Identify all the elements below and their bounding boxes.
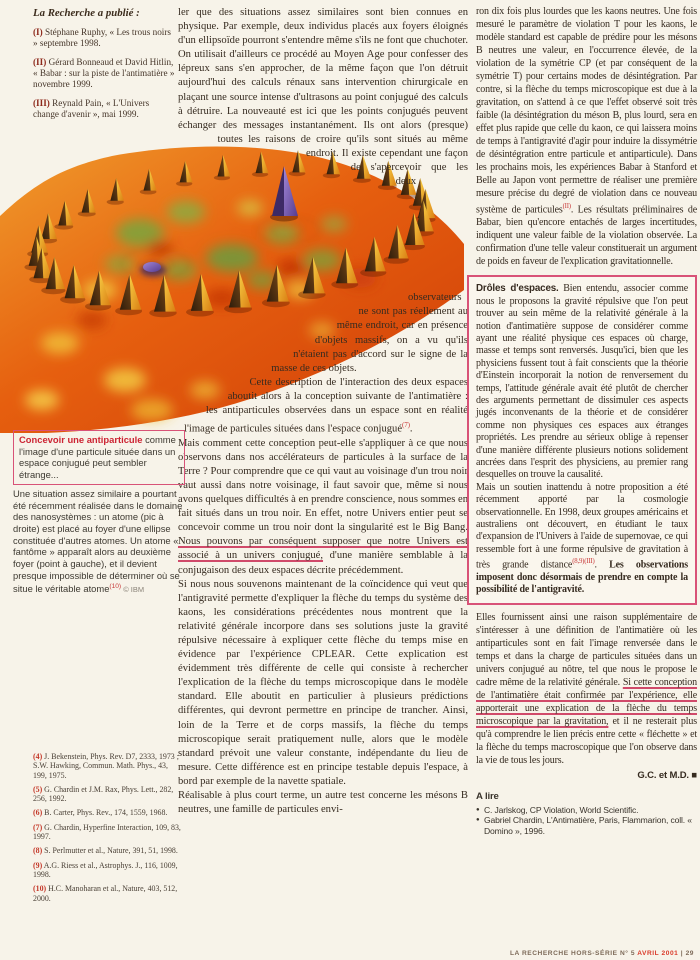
caption-credit: © IBM — [121, 585, 145, 595]
footnote-text: A.G. Riess et al., Astrophys. J., 116, 1009, 1998. — [33, 860, 178, 879]
footnote-text: G. Chardin, Hyperfine Interaction, 109, 83, 1997. — [33, 822, 181, 842]
body-paragraph — [476, 5, 697, 268]
paragraph-text: d'une manière semblable à la conjugaison des deux espaces décrite précédemment. — [178, 550, 468, 576]
caption-lead: Concevoir une antiparticule — [19, 434, 143, 445]
figure-caption — [13, 430, 185, 596]
body-paragraph — [178, 578, 468, 789]
further-reading-heading: A lire — [476, 790, 499, 802]
footnote-text: S. Perlmutter et al., Nature, 391, 51, 1998. — [42, 846, 178, 856]
body-paragraph — [476, 611, 697, 767]
footnote — [33, 884, 181, 903]
body-paragraph — [178, 789, 468, 817]
reading-item: ● Gabriel Chardin, L'Antimatière, Paris, Flammarion, coll. « Domino », 1996. — [476, 815, 697, 837]
paragraph-text: Mais comment cette conception peut-elle s'appliquer à ce que nous observons dans nos accélérateurs de particules à la surface de la Terre ? Pour comprendre que ce qui vaut au voisinage d'un trou noir vaut aussi dans notre voisinage, il faut savoir que, même si nous avons quelques difficultés à en prendre conscience, nous sommes en fait situés dans un trou noir. En effet, notre Univers entier peut se concevoir comme un trou noir dont la singularité est le Big Bang. — [178, 437, 468, 534]
right-column — [476, 5, 697, 837]
footnote-marker: (7) — [33, 822, 43, 832]
paragraph-text: . — [594, 559, 610, 571]
paragraph-text: ler que des situations assez similaires sont bien connues en physique. Par exemple, deux individus placés aux foyers éloignés d'un ellipsoïde pourront s'entendre même s'ils ne font que chuchoter. On utilisait d'ailleurs ce procédé au Moyen Age pour confesser des lépreux sans s'en approcher, de la même façon que l'on détruit aujourd'hui des calculs rénaux sans intervention chirurgicale en plaçant une source intense d'ultrasons au point conjugué des calculs à détruire. La nouveauté est ici que les points conjugués peuvent échanger des messages instantanément. Ils ont alors (presque) toutes les raisons de croire qu'ils sont situés au même endroit. Il existe cependant une façon de s'apercevoir que les deux observateurs ne sont pas réellement au même endroit, car en présence d'objets massifs, on a vu qu'ils n'étaient pas d'accord sur le signe de la masse de ces objets. — [178, 7, 468, 374]
footnote-marker: (4) — [33, 752, 43, 761]
inline-ref: (8,9)(III) — [572, 558, 595, 566]
footnote — [33, 861, 181, 880]
inline-ref: (II) — [562, 203, 571, 210]
box-heading: Drôles d'espaces. — [476, 283, 559, 295]
inline-ref: (7) — [402, 421, 410, 430]
caption-text: Une situation assez similaire a pourtant été récemment réalisée dans le domaine des nanosystèmes : un atome (pic à droite) est placé au foyer d'une ellipse constituée d'autres atomes. Un atome « fantôme » apparaît alors au deuxième foyer (point à gauche), et il devient presque impossible de déterminer où se situe le véritable atome — [13, 487, 183, 595]
published-heading: La Recherche a publié : — [33, 7, 140, 19]
footnote — [33, 823, 181, 842]
author-initials: G.C. et M.D. ■ — [637, 769, 697, 781]
droles-despaces-box — [467, 275, 697, 604]
footnote-marker: (10) — [33, 884, 47, 894]
bold-passage: Les observations imposent donc désormais de prendre en compte la possibilité de l'antigravité. — [476, 559, 688, 596]
reading-item: ● C. Jarlskog, CP Violation, World Scientific. — [476, 805, 697, 816]
underlined-passage: Si cette conception de l'antimatière était confirmée par l'expérience, elle apporterait une explication de la flèche du temps microscopique par la gravitation, — [476, 676, 698, 727]
footnote — [33, 785, 181, 804]
footnote-marker: (8) — [33, 846, 43, 856]
paragraph-text: Cette description de l'interaction des deux espaces aboutit alors à la conception suivante de l'antimatière : les antiparticules observées dans un espace sont en réalité l'image de particules situées dans l'espace conjugué — [184, 376, 468, 435]
paragraph-text: Mais un soutien inattendu à notre proposition a été récemment apporté par la cosmologie observationnelle. En 1998, deux groupes américains et australiens ont découvert, en étudiant le taux d'expansion de l'Univers à l'aide de supernovae, ce qui ressemble fort à une forme répulsive de gravitation à très grande distance — [476, 481, 688, 571]
page-number: | 29 — [678, 950, 694, 957]
further-reading — [476, 792, 697, 837]
footnote-marker: (6) — [33, 808, 43, 818]
footnote-text: J. Bekenstein, Phys. Rev. D7, 2333, 1973 ; S.W. Hawking, Commun. Math. Phys., 43, 199, 1975. — [33, 752, 179, 780]
reference-text: Reynald Pain, « L'Univers change d'avenir », mai 1999. — [33, 98, 150, 119]
paragraph-text: Réalisable à plus court terme, un autre test concerne les mésons B neutres, une famille de particules envi- — [178, 790, 468, 816]
footnotes — [33, 752, 181, 908]
paragraph-text: Bien entendu, associer comme nous le proposons la gravité répulsive que l'on peut trouver au sein même de la relativité générale à la notion d'antimatière suppose de considérer comme ayant une réalité physique ces espaces où charge, masse et temps sont renversés. Jusqu'ici, bien que les physiciens fussent tout à fait conscients que la théorie d'Einstein incorporait la notion de renversement du temps, l'attitude générale avait été plutôt de chercher des arguments permettant de dissimuler ces aspects jugés inconvenants de la théorie et de considérer comme non physiques ces espaces aux étranges propriétés. Les prendre au sérieux oblige à repenser d'une manière différente plusieurs notions solidement ancrées dans l'esprit des physiciens, au premier rang desquelles on trouve la causalité. — [476, 283, 688, 481]
published-references — [33, 8, 175, 128]
reference-marker: (I) — [33, 27, 43, 37]
footnote-marker: (9) — [33, 860, 43, 870]
footnote-text: H.C. Manoharan et al., Nature, 403, 512, 2000. — [33, 884, 178, 903]
paragraph-text: . Les résultats préliminaires de Babar, bien qu'encore entachés de larges incertitudes, indiquent une valeur faible de la violation observée. La confirmation d'une telle valeur constituerait un argument de poids en faveur de l'explication gravitationnelle. — [476, 204, 697, 268]
underlined-passage: Nous pouvons par conséquent supposer que notre Univers est associé à un univers conjugué, — [178, 536, 468, 562]
caption-highlight-box — [13, 430, 185, 485]
footnote — [33, 808, 181, 817]
paragraph-text: ron dix fois plus lourdes que les kaons neutres. Une fois mesuré le paramètre de violation T pour les kaons, le modèle standard est capable de prédire pour les mésons B neutres une valeur, en l'occurrence élevée, de la violation de la symétrie CP (et par conséquent de la symétrie T) pour certains modes de désintégration. Par contre, si la flèche du temps microscopique est due à la gravitation, on s'attend à ce que l'effet observé soit très faible (la désintégration du méson B, plus lourd, sera en effet plus rapide que celle du kaon, ce qui laissera moins de temps à l'antigravité d'agir pour induire la dissymétrie de désintégration entre particule et antiparticule). Dans les prochains mois, les expériences Babar à Stanford et Belle au Japon vont permettre de réaliser une première mesure précise du degré de violation dans ce nouveau système de particules — [476, 6, 697, 216]
footnote-text: G. Chardin et J.M. Rax, Phys. Lett., 282, 256, 1992. — [33, 784, 174, 804]
reference-item — [33, 27, 175, 49]
footnote — [33, 752, 181, 780]
journal-issue: LA RECHERCHE HORS-SÉRIE N° 5 — [509, 950, 638, 957]
paragraph-text: et il ne resterait plus qu'à comprendre le lien précis entre cette « fléchette » et la flèche du temps macroscopique que l'on observe dans la vie de tous les jours. — [476, 715, 698, 766]
reference-item — [33, 57, 175, 90]
paragraph-text: . — [409, 423, 413, 435]
issue-date: AVRIL 2001 — [637, 950, 679, 957]
footnote-marker: (5) — [33, 784, 43, 794]
reference-text: Stéphane Ruphy, « Les trous noirs » septembre 1998. — [33, 27, 171, 48]
middle-column — [178, 6, 468, 817]
reference-marker: (III) — [33, 98, 50, 108]
caption-ref: (10) — [109, 583, 122, 591]
paragraph-text: Si nous nous souvenons maintenant de la coïncidence qui veut que l'antigravité permette d'expliquer la flèche du temps du système des kaons, les considérations précédentes nous montrent que la relativité générale incorpore dans ses solutions juste la gravité répulsive nécessaire à expliquer cette flèche du temps mise en évidence par l'expérience CPLEAR. Cette explication est évidemment très différente de celle qui consiste à rechercher l'explication de la flèche du temps microscopique dans le modèle standard. Elle aboutit en particulier à plusieurs prédictions différentes, qui devront permettre en principe de trancher. Ainsi, loin de la Terre et de corps massifs, la flèche du temps microscopique serait pratiquement nulle, alors que le modèle standard prévoit une valeur constante, indépendante du lieu de mesure. Cette différence est en principe testable depuis l'espace, à bord par exemple de la navette spatiale. — [178, 578, 468, 787]
paragraph-text: Elles fournissent ainsi une raison supplémentaire de s'intéresser à une définition de l'antimatière où les antiparticules sont en fait l'image renversée dans le temps et dans la charge de particules situées dans un univers conjugué au nôtre, tel que nous le propose le cadre même de la relativité générale. — [476, 611, 697, 688]
reference-marker: (II) — [33, 57, 47, 67]
reference-item — [33, 98, 175, 120]
caption-boxed-text: comme l'image d'une particule située dans un espace conjugué peut sembler étrange... — [19, 434, 176, 481]
footnote-text: B. Carter, Phys. Rev., 174, 1559, 1968. — [42, 808, 168, 818]
footnote — [33, 846, 181, 855]
reference-text: Gérard Bonneaud et David Hitlin, « Babar : sur la piste de l'antimatière » novembre 1999. — [33, 57, 175, 89]
box-paragraph — [476, 482, 688, 597]
box-paragraph — [476, 283, 688, 482]
body-paragraph — [178, 437, 468, 578]
page-footer — [510, 950, 694, 957]
